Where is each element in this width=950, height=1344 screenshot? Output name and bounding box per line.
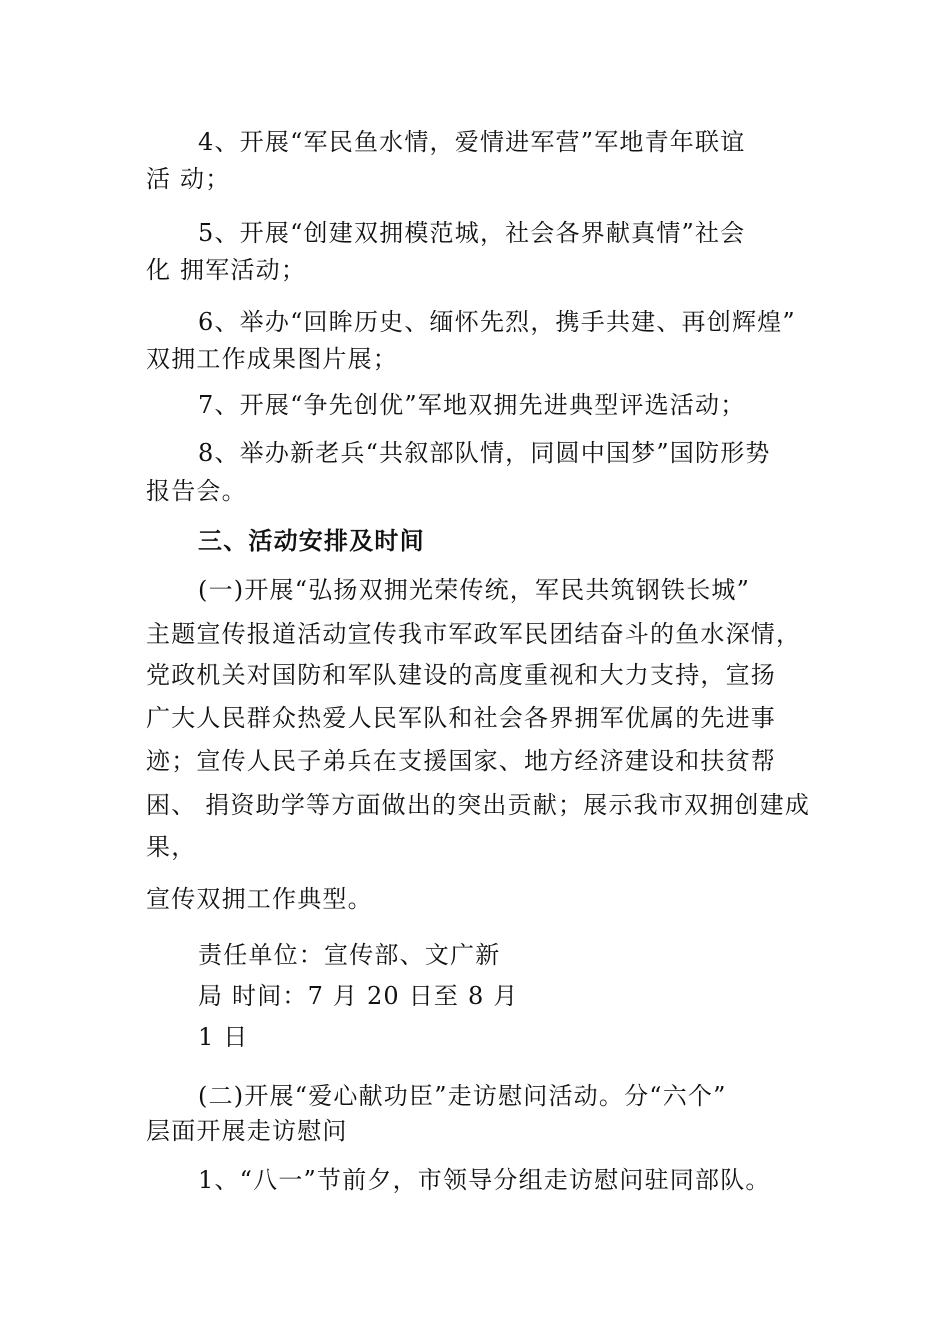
item-6-line-1: 6、举办“回眸历史、缅怀先烈，携手共建、再创辉煌”: [198, 308, 796, 336]
paragraph-1-line-5: 迹；宣传人民子弟兵在支援国家、地方经济建设和扶贫帮: [146, 747, 776, 775]
responsibility-line-2: 局 时间：7 月 20 日至 8 月: [198, 982, 519, 1010]
item-5-line-1: 5、开展“创建双拥模范城，社会各界献真情”社会: [198, 219, 746, 247]
paragraph-1-line-1: (一)开展“弘扬双拥光荣传统，军民共筑钢铁长城”: [198, 576, 751, 604]
item-6-line-2: 双拥工作成果图片展；: [146, 345, 398, 373]
section-heading: 三、活动安排及时间: [198, 526, 425, 555]
paragraph-1-line-3: 党政机关对国防和军队建设的高度重视和大力支持，宣扬: [146, 661, 776, 689]
paragraph-1-line-7: 果，: [146, 833, 197, 861]
responsibility-line-3: 1 日: [198, 1023, 249, 1051]
paragraph-1-line-8: 宣传双拥工作典型。: [146, 885, 373, 913]
item-last-line: 1、“八一”节前夕，市领导分组走访慰问驻同部队。: [198, 1166, 771, 1194]
paragraph-1-line-6: 困、 捐资助学等方面做出的突出贡献；展示我市双拥创建成: [146, 791, 811, 819]
item-5-line-2: 化 拥军活动；: [146, 256, 307, 284]
responsibility-line-1: 责任单位：宣传部、文广新: [198, 941, 501, 969]
paragraph-1-line-2: 主题宣传报道活动宣传我市军政军民团结奋斗的鱼水深情，: [146, 620, 802, 648]
item-4-line-2: 活 动；: [146, 165, 231, 193]
paragraph-1-line-4: 广大人民群众热爱人民军队和社会各界拥军优属的先进事: [146, 704, 776, 732]
paragraph-2-line-2: 层面开展走访慰问: [146, 1117, 348, 1145]
item-7-line-1: 7、开展“争先创优”军地双拥先进典型评选活动；: [198, 391, 746, 419]
paragraph-2-line-1: (二)开展“爱心献功臣”走访慰问活动。分“六个”: [198, 1082, 727, 1110]
item-8-line-2: 报告会。: [146, 477, 247, 505]
item-4-line-1: 4、开展“军民鱼水情，爱情进军营”军地青年联谊: [198, 128, 746, 156]
item-8-line-1: 8、举办新老兵“共叙部队情，同圆中国梦”国防形势: [198, 439, 771, 467]
